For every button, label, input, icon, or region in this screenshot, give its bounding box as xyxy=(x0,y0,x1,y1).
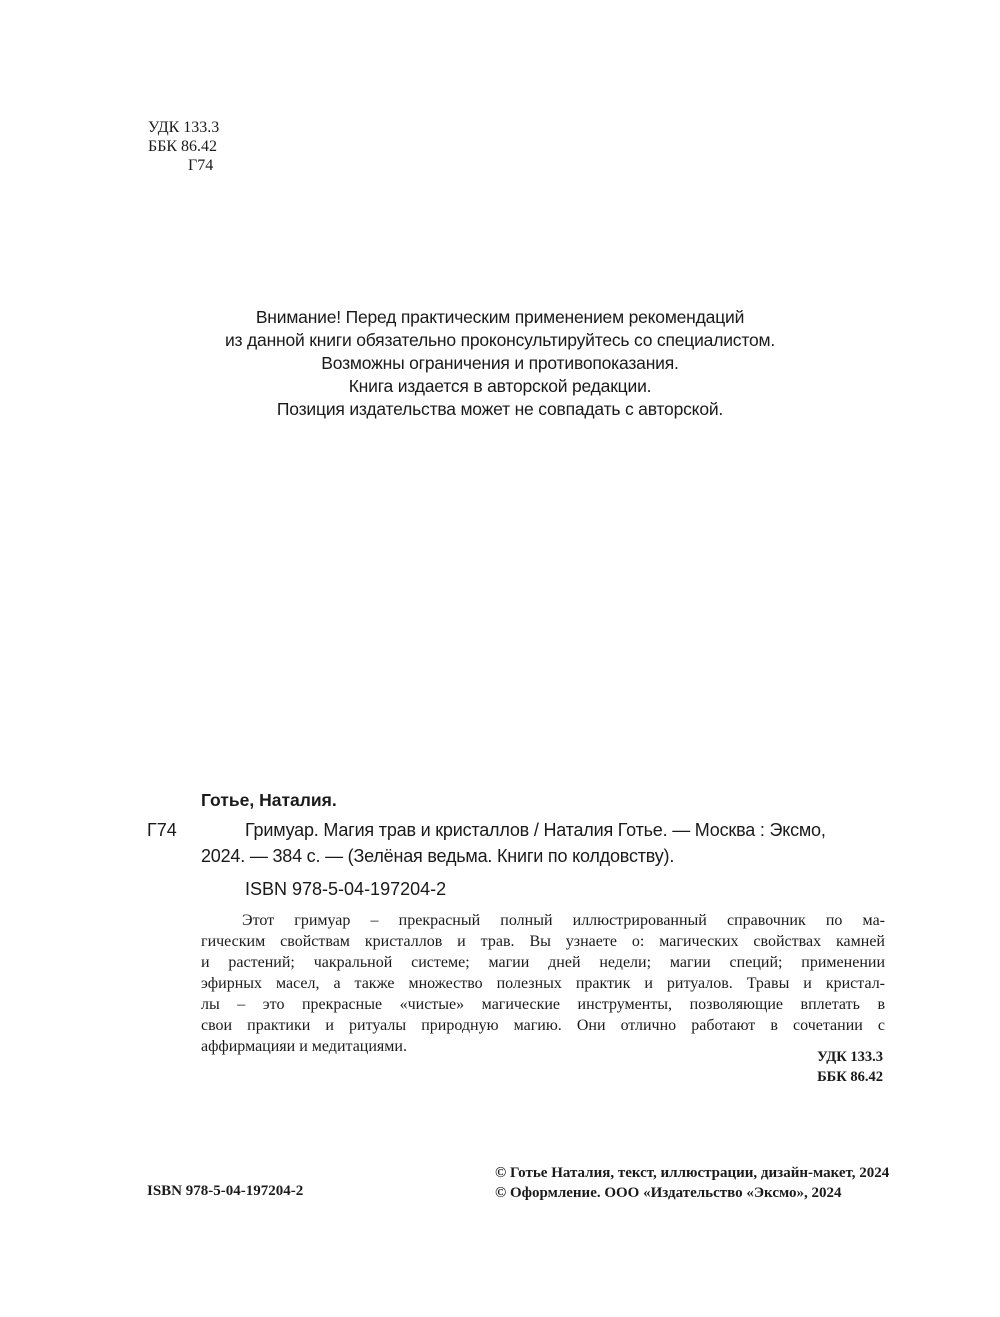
copyright-line: © Готье Наталия, текст, иллюстрации, дизайн-макет, 2024 xyxy=(495,1165,890,1181)
classification-codes-bottom xyxy=(817,1047,883,1087)
disclaimer-notice xyxy=(150,306,850,421)
cutter-mark: Г74 xyxy=(147,820,177,840)
notice-line: Позиция издательства может не совпадать с авторской. xyxy=(276,399,724,419)
classification-codes-top xyxy=(148,118,219,175)
annotation-line: свои практики и ритуалы природную магию. Они отлично работают в сочетании с xyxy=(201,1017,885,1034)
annotation-line: лы – это прекрасные «чистые» магические инструменты, позволяющие вплетать в xyxy=(201,996,885,1013)
notice-line: Книга издается в авторской редакции. xyxy=(348,376,652,396)
bibliographic-title-line: Гримуар. Магия трав и кристаллов / Наталия Готье. — Москва : Эксмо, xyxy=(245,820,826,840)
bbk-code: ББК 86.42 xyxy=(817,1069,883,1085)
annotation-line: эфирных масел, а также множество полезных практик и ритуалов. Травы и кристал- xyxy=(201,975,885,992)
annotation-line: Этот гримуар – прекрасный полный иллюстрированный справочник по ма- xyxy=(242,912,885,929)
annotation-line: гическим свойствам кристаллов и трав. Вы узнаете о: магических свойствах камней xyxy=(201,933,885,950)
notice-line: из данной книги обязательно проконсультируйтесь со специалистом. xyxy=(224,330,775,350)
copyright-block xyxy=(495,1163,889,1203)
annotation-line: и растений; чакральной системе; магии дней недели; магии специй; применении xyxy=(201,954,885,971)
annotation-paragraph xyxy=(201,910,885,1057)
notice-line: Внимание! Перед практическим применением рекомендаций xyxy=(255,307,745,327)
cutter-code: Г74 xyxy=(188,157,214,174)
isbn-footer: ISBN 978-5-04-197204-2 xyxy=(147,1183,304,1199)
annotation-line: аффирмацияи и медитациями. xyxy=(201,1038,407,1055)
bbk-code: ББК 86.42 xyxy=(148,138,218,155)
udk-code: УДК 133.3 xyxy=(148,119,220,136)
isbn-record: ISBN 978-5-04-197204-2 xyxy=(245,879,447,899)
copyright-line: © Оформление. ООО «Издательство «Эксмо», 2024 xyxy=(495,1185,842,1201)
udk-code: УДК 133.3 xyxy=(817,1049,883,1065)
bibliographic-series-line: 2024. — 384 с. — (Зелёная ведьма. Книги по колдовству). xyxy=(201,846,675,866)
author-heading: Готье, Наталия. xyxy=(201,790,337,810)
notice-line: Возможны ограничения и противопоказания. xyxy=(321,353,679,373)
